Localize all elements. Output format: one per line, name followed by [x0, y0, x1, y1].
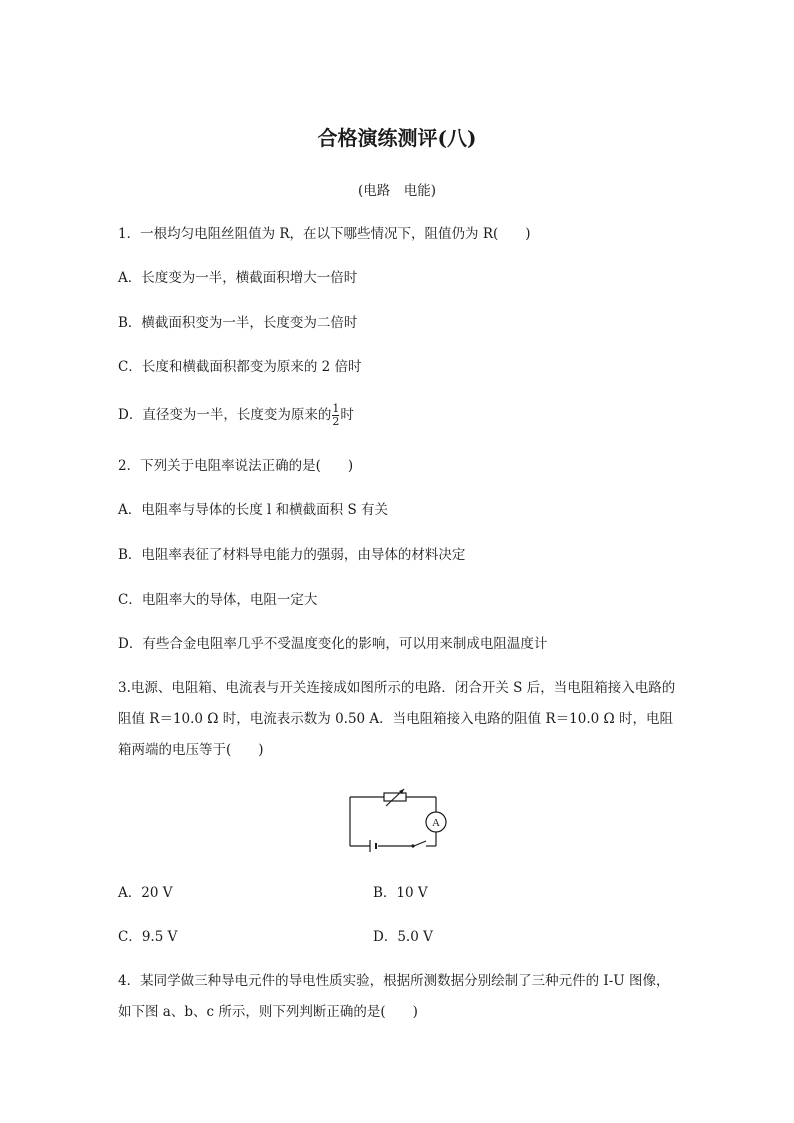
q2-option-c: C．电阻率大的导体，电阻一定大 [118, 592, 318, 608]
circuit-diagram [340, 788, 450, 860]
q1-option-d-text: D．直径变为一半，长度变为原来的 [118, 407, 332, 423]
q2-option-b: B．电阻率表征了材料导电能力的强弱，由导体的材料决定 [118, 547, 466, 563]
q3-option-c: C．9.5 V [118, 929, 178, 945]
q1-option-c: C．长度和横截面积都变为原来的 2 倍时 [118, 359, 362, 375]
q2-option-d: D．有些合金电阻率几乎不受温度变化的影响，可以用来制成电阻温度计 [118, 636, 548, 652]
page-title: 合格演练测评(八) [317, 126, 477, 150]
fraction-denominator: 2 [332, 415, 340, 428]
q1-option-d-suffix: 时 [340, 407, 354, 423]
fraction [332, 403, 339, 428]
q4-stem: 4．某同学做三种导电元件的导电性质实验，根据所测数据分别绘制了三种元件的 I-U 图像，如下图 a、b、c 所示，则下列判断正确的是( ) [118, 973, 670, 1020]
switch-contact [411, 844, 414, 847]
q1-option-b: B．横截面积变为一半，长度变为二倍时 [118, 315, 358, 331]
q3-option-d: D．5.0 V [373, 929, 433, 945]
q3-option-b: B．10 V [373, 885, 428, 901]
q2-stem: 2．下列关于电阻率说法正确的是( ) [118, 458, 354, 474]
q3-stem: 3.电源、电阻箱、电流表与开关连接成如图所示的电路．闭合开关 S 后，当电阻箱接入电路的阻值 R＝10.0 Ω 时，电流表示数为 0.50 A．当电阻箱接入电路的阻值 R＝10.0 Ω 时，电阻箱两端的电压等于( ) [118, 680, 676, 758]
q1-option-a: A．长度变为一半，横截面积增大一倍时 [118, 270, 358, 286]
q1-stem: 1．一根均匀电阻丝阻值为 R，在以下哪些情况下，阻值仍为 R( ) [118, 226, 531, 242]
switch-lever [414, 841, 426, 846]
fraction-numerator: 1 [332, 402, 340, 415]
page-subtitle: (电路 电能) [357, 183, 437, 199]
q2-option-a: A．电阻率与导体的长度 l 和横截面积 S 有关 [118, 502, 388, 518]
q1-option-d [118, 400, 354, 430]
q3-option-a: A．20 V [118, 885, 173, 901]
ammeter-label: A [432, 817, 440, 829]
